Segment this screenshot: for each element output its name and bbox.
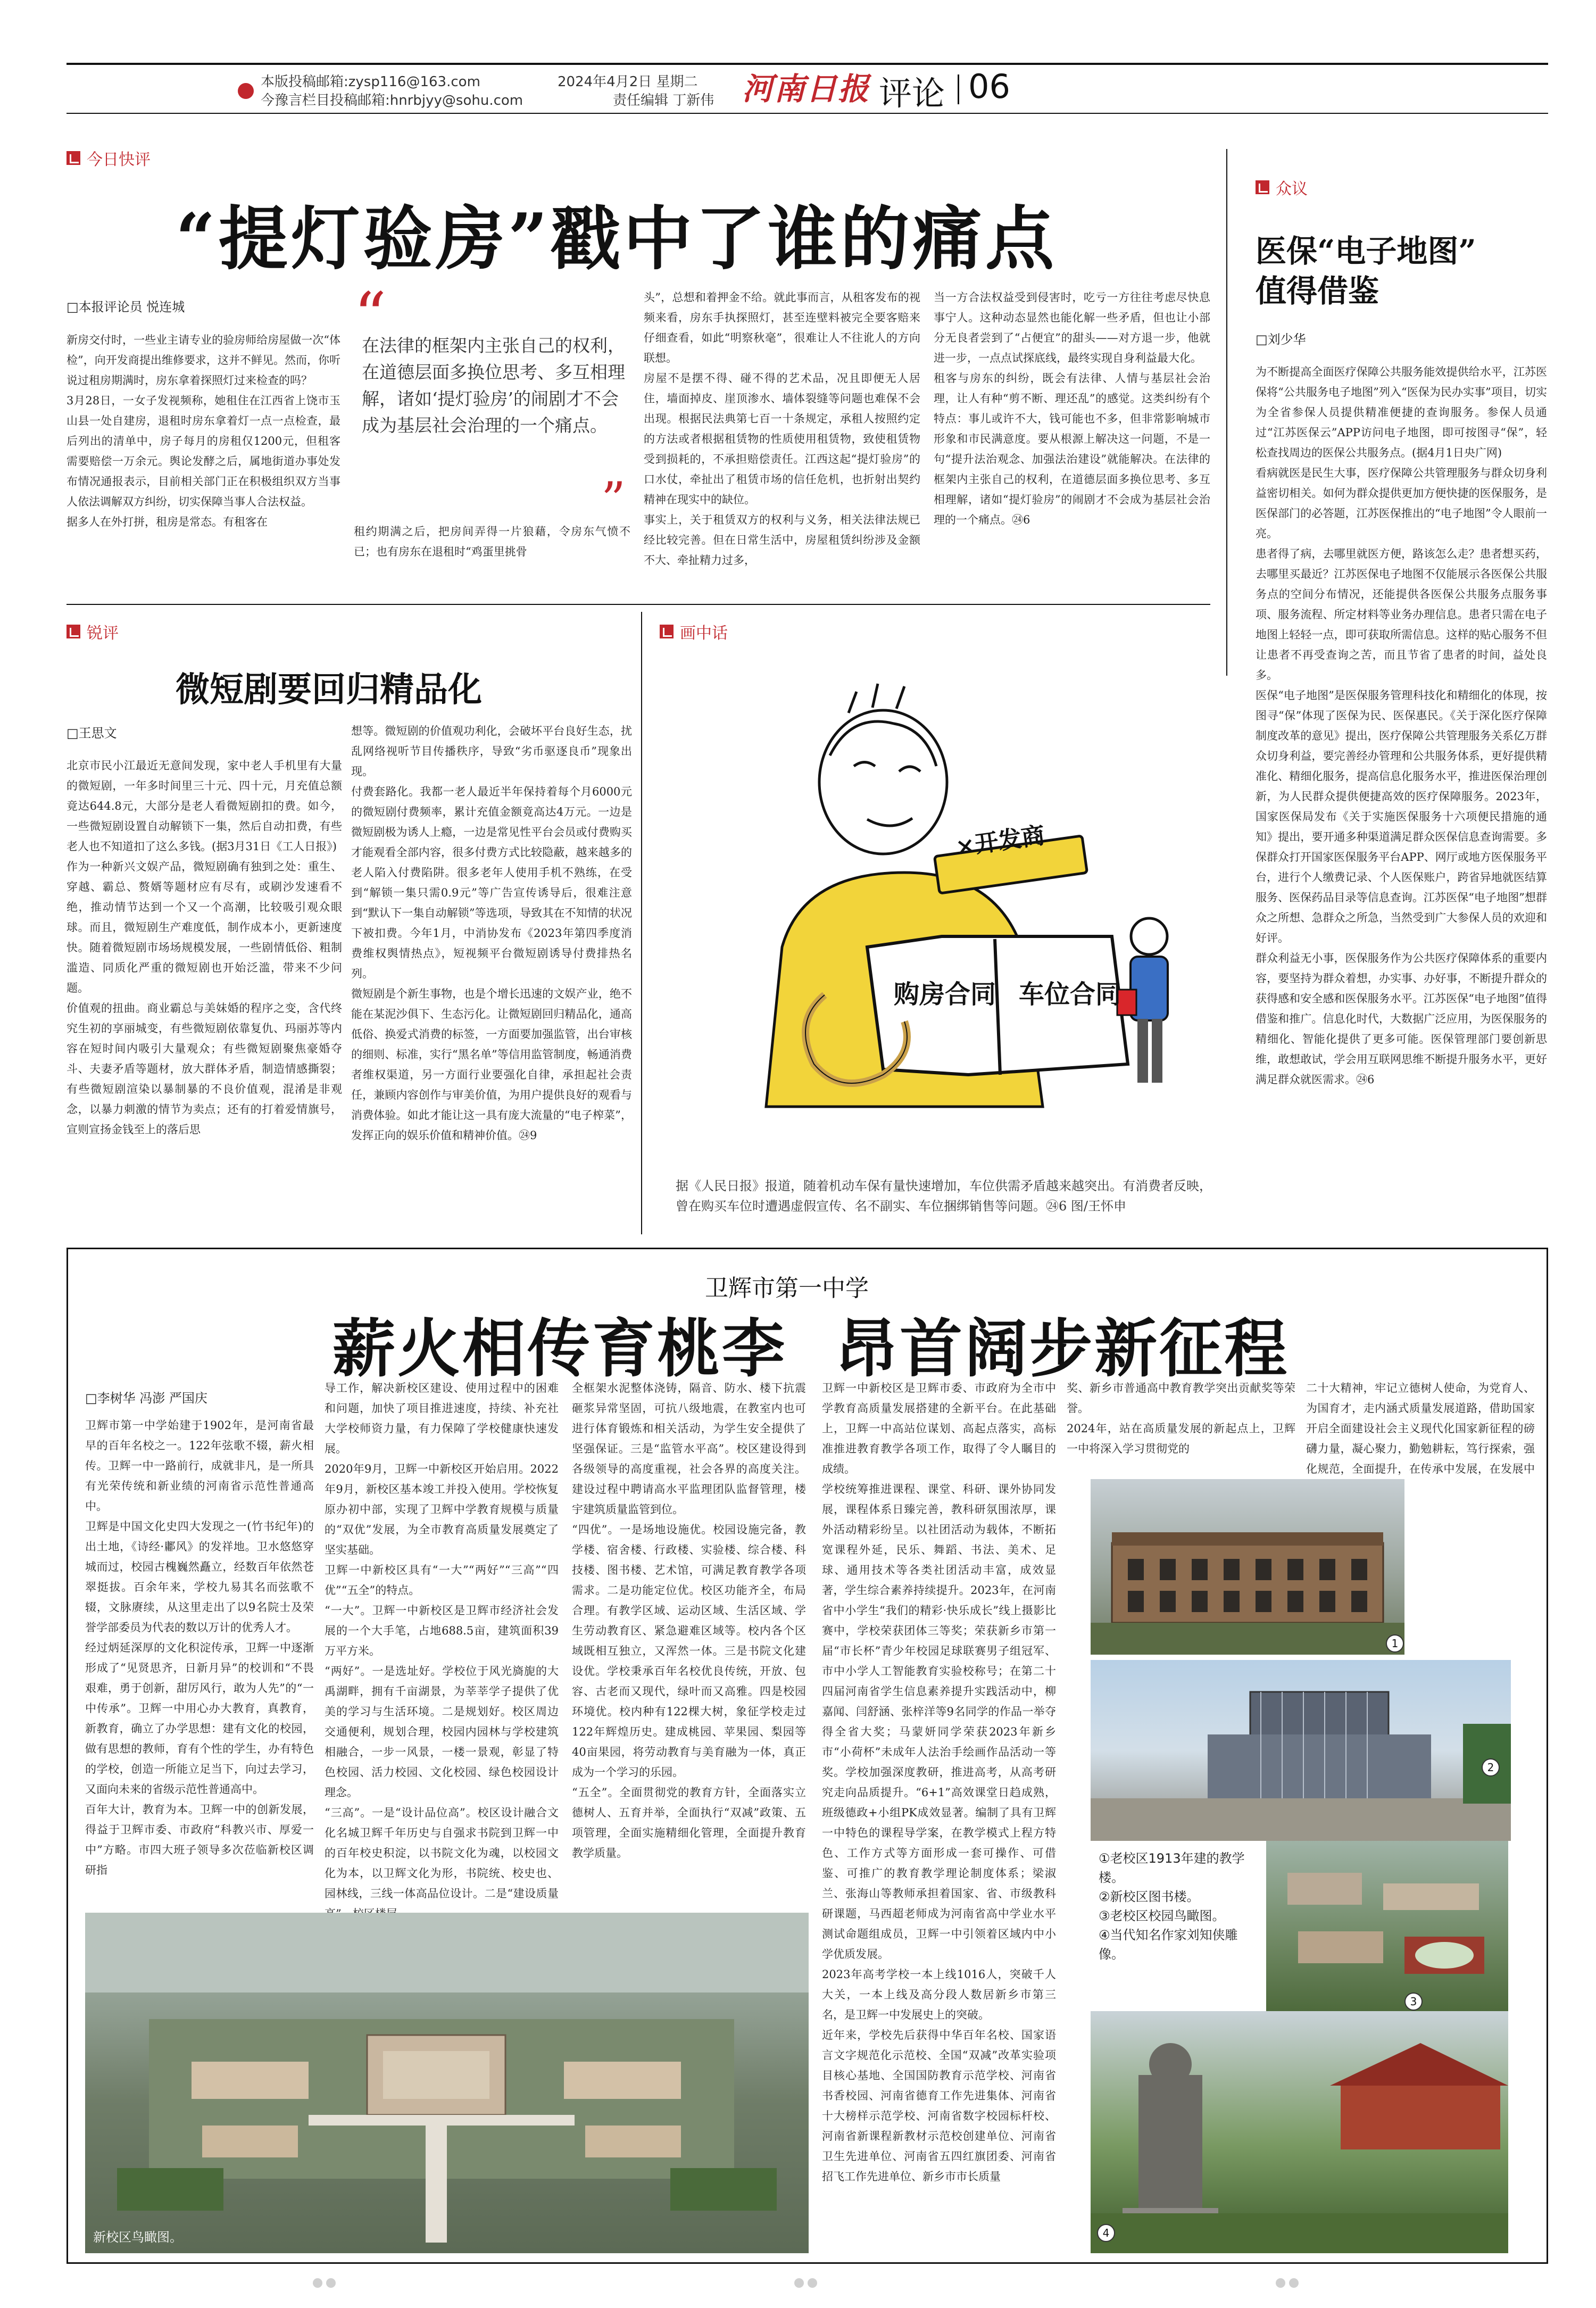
section-tag-sharp xyxy=(66,620,119,643)
page-dot xyxy=(1276,2278,1285,2288)
cartoon-caption: 据《人民日报》报道，随着机动车保有量快速增加，车位供需矛盾越来越突出。有消费者反映，曾在购买车位时遭遇虚假宣传、名不副实、车位捆绑销售等问题。㉔6 图/王怀申 xyxy=(676,1178,1212,1214)
section-name: 评论 xyxy=(879,74,945,113)
byline-article3: □王思文 xyxy=(66,726,117,741)
aerial-caption: 新校区鸟瞰图。 xyxy=(93,2230,182,2245)
masthead-editor: 责任编辑 丁新伟 xyxy=(613,93,714,109)
feature-headline: 薪火相传育桃李 昂首阔步新征程 xyxy=(332,1311,1290,1385)
feature-col1: 卫辉市第一中学始建于1902年，是河南省最早的百年名校之一。122年弦歌不辍，薪火相传。卫辉一中一路前行，成就非凡，是一所具有光荣传统和新业绩的河南省示范性普通高中。 卫辉是中国文化史四大发现之一(竹书纪年)的出土地，《诗经·鄘风》的发祥地。卫水悠悠穿城而过，校园古槐巍然矗立，经数百年依然苍翠挺拔。百余年来，学校九易其名而弦歌不辍，文脉赓续，从这里走出了以9名院士及荣誉学部委员为代表的数以万计的优秀人才。 经过炳延深厚的文化积淀传承，卫辉一中逐渐形成了“见贤思齐，日新月异”的校训和“不畏艰难，勇于创新，甜厉风行，敢为人先”的“一中传承”。卫辉一中用心办大教育，真教育，新教育，确立了办学思想：建有文化的校园，做有思想的教师，育有个性的学生，办有特色的学校，创造一所能立足当下，向过去学习，又面向未来的省级示范性普通高中。 百年大计，教育为本。卫辉一中的创新发展，得益于卫辉市委、市政府“科教兴市、厚爱一中”方略。市四大班子领导多次莅临新校区调研指 xyxy=(85,1419,314,1877)
article1-col3: 头”，总想和着押金不给。就此事而言，从租客发布的视频来看，房东手执探照灯，甚至连壁料被完全要客赔来仔细查看，如此“明察秋毫”，很难让人不往讹人的方向联想。 房屋不是摆不得、碰不得的艺术品，况且即便无人居住，墙面掉皮、崖顶渗水、墙体裂缝等问题也难保不会出现。根据民法典第七百一十条规定，承租人按照约定的方法或者根据租赁物的性质使用租赁物，致使租赁物受到损耗的，不承担赔偿责任。江西这起“提灯验房”的口水仗，牵扯出了租赁市场的信任危机，也折射出契约精神在现实中的缺位。 事实上，关于租赁双方的权利与义务，相关法律法规已经比较完善。但在日常生活中，房屋租赁纠纷涉及金额不大、牵扯精力过多， xyxy=(644,291,920,567)
headline-microdrama: 微短剧要回归精品化 xyxy=(176,670,482,710)
article1-col4: 当一方合法权益受到侵害时，吃亏一方往往考虑尽快息事宁人。这种动态显然也能化解一些矛盾，但也让小部分无良者尝到了“占便宜”的甜头——对方退一步，他就进一步，一点点试探底线，最终实现自身利益最大化。 租客与房东的纠纷，既会有法律、人情与基层社会治理，让人有种“剪不断、理还乱”的感觉。这类纠纷有个特点：事儿或许不大，钱可能也不多，但非常影响城市形象和市民满意度。要从根源上解决这一问题，不是一句“提升法治观念、加强法治建设”就能解决。在法律的框架内主张自己的权利，在道德层面多换位思考、多互相理解，诸如“提灯验房”的闹剧才不会成为基层社会治理的一个痛点。㉔6 xyxy=(934,291,1210,526)
section-tag-opinion xyxy=(1256,176,1308,199)
feature-col6: 二十大精神，牢记立德树人使命，为党育人、为国育才，走内涵式质量发展道路，借助国家开启全面建设社会主义现代化国家新征程的磅礴力量，凝心聚力，勤勉耕耘，笃行探索，强化规范，全面提升，在传承中发展，在发展中 xyxy=(1306,1382,1535,1475)
page-dot xyxy=(808,2278,817,2288)
section-tag-label: 锐评 xyxy=(87,624,119,643)
headline-lantern: “提灯验房”戳中了谁的痛点 xyxy=(176,198,1058,279)
photo-number-4: 4 xyxy=(1097,2224,1115,2242)
section-tag-label: 画中话 xyxy=(680,624,728,643)
section-icon xyxy=(66,151,80,165)
section-tag-label: 今日快评 xyxy=(87,151,151,169)
page-number: 06 xyxy=(968,67,1010,106)
old-building-svg xyxy=(1091,1479,1404,1655)
cartoon-illustration xyxy=(745,649,1181,1107)
old-campus-teaching-building-photo xyxy=(1091,1479,1404,1655)
section-icon xyxy=(66,625,80,638)
section-tag-label: 众议 xyxy=(1276,180,1308,198)
page-dot xyxy=(326,2278,336,2288)
newspaper-logo: 河南日报 xyxy=(742,71,870,107)
photo-number-1: 1 xyxy=(1386,1634,1404,1653)
cartoon-sign-text: ×开发商 xyxy=(953,821,1047,861)
feature-col4: 卫辉一中新校区是卫辉市委、市政府为全市中学教育高质量发展搭建的全新平台。在此基础上，卫辉一中高站位谋划、高起点落实，高标准推进教育教学各项工作，取得了令人瞩目的成绩。 学校统筹推进课程、课堂、科研、课外协同发展，课程体系日臻完善，教科研氛围浓厚，课外活动精彩纷呈。以社团活动为载体，不断拓宽课程外延，民乐、舞蹈、书法、美术、足球、通用技术等各类社团活动丰富，成效显著，学生综合素养持续提升。2023年，在河南省中小学生“我们的精彩·快乐成长”线上摄影比赛中，学校荣获团体三等奖；荣获新乡市第一届“市长杯”青少年校园足球联赛男子组冠军、市中小学人工智能教育实验校称号；在第二十四届河南省学生信息素养提升实践活动中，柳嘉闻、闫舒涵、张梓洋等9名同学的作品一举夺得全省大奖；马蒙妍同学荣获2023年新乡市“小荷杯”未成年人法治手绘画作品活动一等奖。学校加强深度教研，推进高考，从高考研究走向品质提升。“6+1”高效课堂日趋成熟，班级德政+小组PK成效显著。编制了具有卫辉一中特色的课程导学案，在教学模式上程方特色、工作方式等方面形成一套可操作、可借鉴、可推广的教育教学理论制度体系；梁淑兰、张海山等教师承担着国家、省、市级教科研课题，马西超老师成为河南省高中学业水平测试命题组成员，卫辉一中引领着区域内中小学优质发展。 2023年高考学校一本上线1016人，突破千人大关，一本上线及高分段人数居新乡市第三名，是卫辉一中发展史上的突破。 近年来，学校先后获得中华百年名校、国家语言文字规范化示范校、全国“双减”改革实验项目核心基地、全国国防教育示范学校、河南省书香校园、河南省德育工作先进集体、河南省十大榜样示范学校、河南省数字校园标杆校、河南省新课程新教材示范校创建单位、河南省卫生先进单位、河南省五四红旗团委、河南省招飞工作先进单位、新乡市市长质量 xyxy=(822,1382,1056,2183)
headline-medical-map-1: 医保“电子地图” xyxy=(1256,233,1476,269)
masthead-date: 2024年4月2日 星期二 xyxy=(558,74,698,90)
pull-quote: 在法律的框架内主张自己的权利，在道德层面多换位思考、多互相理解，诸如‘提灯验房’的闹剧才不会成为基层社会治理的一个痛点。 xyxy=(362,335,625,436)
section-tag-cartoon xyxy=(660,620,728,643)
article2-body: 为不断提高全面医疗保障公共服务能效提供给水平，江苏医保将“公共服务电子地图”列入“医保为民办实事”项目，切实为全省参保人员提供精准便捷的查询服务。参保人员通过“江苏医保云”APP访问电子地图，即可按图寻“保”，轻松查找周边的医保公共服务点。(据4月1日央广网) 看病就医是民生大事，医疗保障公共管理服务与群众切身利益密切相关。如何为群众提供更加方便快捷的医保服务，是医保部门的必答题，江苏医保推出的“电子地图”令人眼前一亮。 患者得了病，去哪里就医方便，路该怎么走？患者想买药，去哪里买最近？江苏医保电子地图不仅能展示各医保公共服务点的空间分布情况，还能提供各医保公共服务点服务事项、服务流程、所定材料等业务办理信息。患者只需在电子地图上轻轻一点，即可获取所需信息。这样的贴心服务不但让患者不再受查询之苦，而且节省了患者的时间，益处良多。 医保“电子地图”是医保服务管理科技化和精细化的体现，按图寻“保”体现了医保为民、医保惠民。《关于深化医疗保障制度改革的意见》提出，医疗保障公共管理服务关系亿万群众切身利益，要完善经办管理和公共服务体系，更好提供精准化、精细化服务，提高信息化服务水平，推进医保治理创新，为人民群众提供便捷高效的医疗保障服务。2023年，国家医保局发布《关于实施医保服务十六项便民措施的通知》提出，要开通多种渠道满足群众医保信息查询需要。多保群众打开国家医保服务平台APP、网厅或地方医保服务平台，进行个人缴费记录、个人医保账户，跨省异地就医结算服务、医保药品目录等信息查询。江苏医保“电子地图”想群众之所想、急群众之所急，当然受到广大参保人员的欢迎和好评。 群众利益无小事，医保服务作为公共医疗保障体系的重要内容，要坚持为群众着想，办实事、办好事，不断提升群众的获得感和安全感和医保服务水平。江苏医保“电子地图”值得借鉴和推广。信息化时代，大数据广泛应用，为医保服务的精细化、智能化提供了更多可能。医保管理部门要创新思维，敢想敢试，学会用互联网思维不断提升服务水平，更好满足群众就医需求。㉔6 xyxy=(1256,366,1547,1086)
masthead-email-2: 今豫言栏目投稿邮箱:hnrbjyy@sohu.com xyxy=(261,93,523,109)
section-icon xyxy=(660,625,674,638)
article1-col1: 新房交付时，一些业主请专业的验房师给房屋做一次“体检”，向开发商提出维修要求，这并不鲜见。然而，你听说过租房期满时，房东拿着探照灯过来检查的吗？ 3月28日，一女子发视频称，她租住在江西省上饶市玉山县一处自建房，退租时房东拿着灯一点一点检查，最后列出的清单中，房子每月的房租仅1200元，但租客需要赔偿一万余元。舆论发酵之后，属地街道办事处发布情况通报表示，目前相关部门正在积极组织双方当事人依法调解双方纠纷，切实保障当事人合法权益。 据多人在外打拼，租房是常态。有租客在 xyxy=(66,334,340,528)
page-dot xyxy=(794,2278,804,2288)
email-icon xyxy=(238,83,254,99)
quote-mark-icon: “ xyxy=(354,279,387,353)
page-dot xyxy=(1289,2278,1299,2288)
feature-col3: 全框架水泥整体浇铸，隔音、防水、楼下抗震砸浆异常坚固，可抗八级地震，在教室内也可进行体育锻炼和相关活动，为学生安全提供了坚强保证。三是“监管水平高”。校区建设得到各级领导的高度重视，社会各界的高度关注。建设过程中聘请高水平监理团队监督管理，楼宇建筑质量监管到位。 “四优”。一是场地设施优。校园设施完备，教学楼、宿舍楼、行政楼、实验楼、综合楼、科技楼、图书楼、艺术馆，可满足教育教学各项需求。二是功能定位优。校区功能齐全，布局合理。有教学区域、运动区域、生活区域、学生劳动教育区、紧急避难区域等。校内各个区域既相互独立，又浑然一体。三是书院文化建设优。学校秉承百年名校优良传统，开放、包容、古老而又现代，绿叶而又高雅。四是校园环境优。校内种有122棵大树，象征学校走过122年辉煌历史。建成桃园、苹果园、梨园等40亩果园，将劳动教育与美育融为一体，真正成为一个学习的乐园。 “五全”。全面贯彻党的教育方针，全面落实立德树人、五育并举，全面执行“双减”政策、五项管理，全面实施精细化管理，全面提升教育教学质量。 xyxy=(572,1382,806,1859)
library-svg xyxy=(1091,1660,1511,1841)
cartoon-book-left: 购房合同 xyxy=(894,979,996,1009)
photo-number-2: 2 xyxy=(1482,1758,1500,1776)
feature-col2: 导工作，解决新校区建设、使用过程中的困难和问题，加快了项目推进速度，持续、补充社大学校师资力量，有力保障了学校健康快速发展。 2020年9月，卫辉一中新校区开始启用。2022年9月，新校区基本竣工并投入使用。学校恢复原办初中部，实现了卫辉中学教育规模与质量的“双优”发展，为全市教育高质量发展奠定了坚实基础。 卫辉一中新校区具有“一大”“两好”“三高”“四优”“五全”的特点。 “一大”。卫辉一中新校区是卫辉市经济社会发展的一个大手笔，占地688.5亩，建筑面积39万平方米。 “两好”。一是选址好。学校位于风光旖旎的大禹湖畔，拥有千亩湖景，为莘莘学子提供了优美的学习与生活环境。二是规划好。校区周边交通便利，规划合理，校园内园林与学校建筑相融合，一步一风景，一楼一景观，彰显了特色校园、活力校园、文化校园、绿色校园设计理念。 “三高”。一是“设计品位高”。校区设计融合文化名城卫辉千年历史与自强求书院到卫辉一中的百年校史积淀，以书院文化为魂，以校园文化为本，以卫辉文化为形，书院统、校史也、园林线，三线一体高品位设计。二是“建设质量 xyxy=(325,1382,559,1900)
article1-col2: 租约期满之后，把房间弄得一片狼藉，令房东气愤不已；也有房东在退租时“鸡蛋里挑骨 xyxy=(354,525,630,558)
photo-legend: ①老校区1913年建的教学楼。 ②新校区图书楼。 ③老校区校园鸟瞰图。 ④当代知名作家刘知侠雕像。 xyxy=(1099,1851,1245,1962)
feature-col5: 奖、新乡市普通高中教育教学突出贡献奖等荣誉。 2024年，站在高质量发展的新起点上，卫辉一中将深入学习贯彻党的 xyxy=(1067,1382,1295,1455)
liu-zhixia-statue-photo xyxy=(1091,2011,1508,2253)
byline-article2: □刘少华 xyxy=(1256,332,1306,347)
old-aerial-svg xyxy=(1266,1841,1508,2011)
quote-close-icon: ” xyxy=(601,472,626,528)
article3-col2: 想等。微短剧的价值观功利化，会破坏平台良好生态，扰乱网络视听节目传播秩序，导致“劣币驱逐良币”现象出现。 付费套路化。我都一老人最近半年保持着每个月6000元的微短剧付费频率，累计充值金额竟高达4万元。一边是微短剧极为诱人上瘾，一边是常见性平台会员或付费购买才能观看全部内容，很多付费方式比较隐蔽，越来越多的老人陷入付费陷阱。很多老年人使用手机不熟练，在受到“解锁一集只需0.9元”等广告宣传诱导后，很难注意到“默认下一集自动解锁”等选项，导致其在不知情的状况下被扣费。今年1月，中消协发布《2023年第四季度消费维权舆情热点》，短视频平台微短剧诱导付费排热名列。 微短剧是个新生事物，也是个增长迅速的文娱产业，绝不能在某泥沙俱下、生态污化。让微短剧回归精品化，通高低俗、换爱式消费的标签，一方面要加强监管，出台审核的细则、标准，实行“黑名单”等信用监管制度，畅通消费者维权渠道，另一方面行业要强化自律，承担起社会责任，兼顾内容创作与审美价值，为用户提供良好的观看与消费体验。如此才能让这一具有庞大流量的“电子榨菜”，发挥正向的娱乐价值和精神价值。㉔9 xyxy=(351,725,632,1142)
photo-number-3: 3 xyxy=(1404,1992,1423,2011)
cartoon-svg xyxy=(745,649,1181,1107)
headline-medical-map-2: 值得借鉴 xyxy=(1256,273,1379,309)
statue-svg xyxy=(1091,2011,1508,2253)
feature-subtitle: 卫辉市第一中学 xyxy=(705,1275,869,1302)
new-campus-library-photo xyxy=(1091,1660,1511,1841)
article3-col1: 北京市民小江最近无意间发现，家中老人手机里有大量的微短剧，一年多时间里三十元、四十元，月充值总额竟达644.8元，大部分是老人看微短剧扣的费。如今，一些微短剧设置自动解锁下一集，然后自动扣费，有些老人也不知道扣了这么多钱。(据3月31日《工人日报》) 作为一种新兴文娱产品，微短剧确有独到之处：重生、穿越、霸总、赘婿等题材应有尽有，或刷沙发速看不绝，推动情节达到一个又一个高潮，比较吸引观众眼球。而且，微短剧生产难度低，制作成本小，更新速度快。随着微短剧市场场规模发展，一些剧情低俗、粗制滥造、同质化严重的微短剧也开始泛滥，带来不少问题。 价值观的扭曲。商业霸总与美妹婚的程序之变，含代终究生初的享丽城变，有些微短剧依靠复仇、玛丽苏等内容在短时间内吸引大量观众；有些微短剧聚焦豪婚夺斗、夫妻矛盾等题材，放大群体矛盾，制造情感撕裂；有些微短剧渲染以暴制暴的不良价值观，混淆是非观念，以暴力刺激的情节为卖点；还有的打着爱情旗号，宣则宣扬金钱至上的落后思 xyxy=(66,759,342,1136)
section-icon xyxy=(1256,180,1269,194)
page-dot xyxy=(313,2278,322,2288)
aerial-photo-svg xyxy=(85,1913,809,2253)
masthead-email-1: 本版投稿邮箱:zysp116@163.com xyxy=(261,74,480,90)
section-tag-today xyxy=(66,146,151,170)
byline-article1: □本报评论员 悦连城 xyxy=(66,300,185,314)
cartoon-book-right: 车位合同 xyxy=(1019,979,1121,1009)
old-campus-aerial-photo xyxy=(1266,1841,1508,2011)
byline-feature: □李树华 冯澎 严国庆 xyxy=(85,1391,207,1406)
new-campus-aerial-photo xyxy=(85,1913,809,2253)
